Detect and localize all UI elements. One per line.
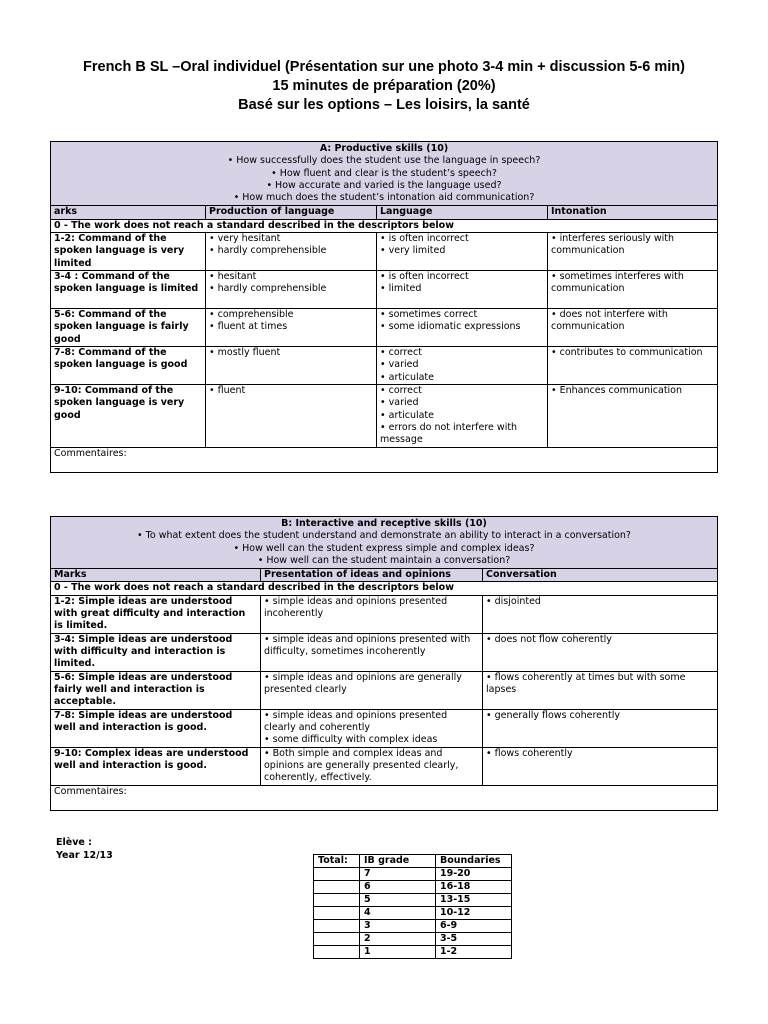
mark-band: 1-2: Simple ideas are understood with great difficulty and interaction is limited. [51,595,261,633]
descriptor-bullet: • articulate [380,371,434,383]
mark-band: 5-6: Simple ideas are understood fairly well and interaction is acceptable. [51,671,261,709]
descriptor-cell [206,309,377,347]
descriptor-cell [206,233,377,271]
total-cell[interactable] [314,894,360,907]
descriptor-bullet: • hardly comprehensible [209,245,327,257]
descriptor-bullet: • hardly comprehensible [209,283,327,295]
column-header-production: Production of language [206,206,377,219]
descriptor-bullet: • hesitant [209,271,257,283]
descriptor-bullet: • varied [380,397,419,409]
grade-cell: 2 [360,933,436,946]
criterion-b-question: • How well can the student express simple and complex ideas? [233,542,535,554]
comments-field[interactable]: Commentaires: [51,448,718,473]
descriptor-bullet: • limited [380,283,422,295]
descriptor-bullet: • does not flow coherently [486,633,612,645]
mark-band: 3-4: Simple ideas are understood with difficulty and interaction is limited. [51,633,261,671]
descriptor-bullet: • varied [380,359,419,371]
mark-band: 9-10: Complex ideas are understood well and interaction is good. [51,747,261,785]
table-row [51,347,718,385]
descriptor-cell [548,385,718,448]
descriptor-cell [377,347,548,385]
descriptor-bullet: • is often incorrect [380,271,469,283]
grade-row [314,907,512,920]
grade-row [314,946,512,959]
descriptor-bullet: • Both simple and complex ideas and opinions are generally presented clearly, coherently, effectively. [264,747,459,784]
criterion-a-question: • How much does the student’s intonation aid communication? [233,192,535,204]
criterion-a-header [51,142,718,206]
table-row [51,595,718,633]
descriptor-bullet: • mostly fluent [209,347,281,359]
boundary-cell: 13-15 [436,894,512,907]
grade-row [314,933,512,946]
mark-band: 3-4 : Command of the spoken language is limited [51,271,206,309]
title-line-3: Basé sur les options – Les loisirs, la santé [238,97,530,113]
descriptor-cell [548,271,718,309]
descriptor-bullet: • errors do not interfere with message [380,421,518,446]
mark-band: 7-8: Simple ideas are understood well and interaction is good. [51,709,261,747]
grade-cell: 4 [360,907,436,920]
descriptor-cell [377,309,548,347]
descriptor-cell [483,671,718,709]
table-row [51,709,718,747]
descriptor-cell [206,271,377,309]
criterion-a-question: • How fluent and clear is the student’s speech? [271,167,497,179]
criterion-a-title: A: Productive skills (10) [319,143,449,154]
boundary-cell: 6-9 [436,920,512,933]
criterion-b-title: B: Interactive and receptive skills (10) [281,518,487,529]
criterion-b-header [51,517,718,569]
rubric-table-productive-skills [50,141,718,473]
descriptor-bullet: • some idiomatic expressions [380,321,521,333]
boundary-cell: 10-12 [436,907,512,920]
table-row [51,385,718,448]
descriptor-bullet: • does not interfere with communication [551,309,668,333]
grade-row [314,881,512,894]
table-row [51,271,718,309]
descriptor-bullet: • some difficulty with complex ideas [264,734,438,746]
grade-header-row [314,855,512,868]
mark-band: 7-8: Command of the spoken language is good [51,347,206,385]
descriptor-cell [377,233,548,271]
mark-band: 1-2: Command of the spoken language is very limited [51,233,206,271]
column-header-intonation: Intonation [548,206,718,219]
page-title [0,58,768,115]
grade-row [314,920,512,933]
grade-row [314,868,512,881]
descriptor-cell [261,595,483,633]
table-row [51,233,718,271]
column-header-marks: arks [51,206,206,219]
student-info [56,836,113,862]
descriptor-bullet: • fluent [209,385,246,397]
descriptor-bullet: • correct [380,347,422,359]
student-name-label[interactable]: Elève : [56,837,92,848]
zero-descriptor: 0 - The work does not reach a standard described in the descriptors below [51,219,718,232]
descriptor-bullet: • contributes to communication [551,347,703,359]
descriptor-bullet: • articulate [380,409,434,421]
zero-descriptor: 0 - The work does not reach a standard described in the descriptors below [51,582,718,595]
descriptor-cell [261,747,483,785]
year-label: Year 12/13 [56,850,113,861]
descriptor-bullet: • simple ideas and opinions presented with difficulty, sometimes incoherently [264,633,471,658]
descriptor-bullet: • comprehensible [209,309,294,321]
boundary-cell: 16-18 [436,881,512,894]
grade-boundaries-table [313,854,512,959]
boundary-cell: 1-2 [436,946,512,959]
rubric-table-interactive-skills [50,516,718,811]
descriptor-bullet: • flows coherently [486,747,573,759]
table-row [51,747,718,785]
column-header-conversation: Conversation [483,569,718,582]
descriptor-cell [548,233,718,271]
descriptor-cell [548,309,718,347]
grade-cell: 1 [360,946,436,959]
table-row [51,309,718,347]
table-row [51,633,718,671]
column-header-language: Language [377,206,548,219]
ib-grade-header: IB grade [360,855,436,868]
descriptor-cell [261,709,483,747]
grade-cell: 3 [360,920,436,933]
boundaries-header: Boundaries [436,855,512,868]
total-cell[interactable] [314,907,360,920]
descriptor-cell [377,271,548,309]
column-header-marks: Marks [51,569,261,582]
descriptor-bullet: • fluent at times [209,321,288,333]
descriptor-cell [483,595,718,633]
descriptor-bullet: • simple ideas and opinions are generally presented clearly [264,671,462,696]
criterion-b-question: • To what extent does the student understand and demonstrate an ability to interact in a conversation? [137,530,631,542]
descriptor-bullet: • very hesitant [209,233,281,245]
descriptor-bullet: • correct [380,385,422,397]
descriptor-bullet: • sometimes interferes with communication [551,271,684,295]
descriptor-bullet: • interferes seriously with communication [551,233,675,257]
descriptor-bullet: • Enhances communication [551,385,683,397]
descriptor-cell [483,709,718,747]
comments-field[interactable]: Commentaires: [51,785,718,810]
total-cell[interactable] [314,946,360,959]
descriptor-cell [483,747,718,785]
mark-band: 9-10: Command of the spoken language is very good [51,385,206,448]
descriptor-bullet: • generally flows coherently [486,709,620,721]
total-cell[interactable] [314,881,360,894]
descriptor-cell [548,347,718,385]
grade-row [314,894,512,907]
criterion-b-question: • How well can the student maintain a conversation? [257,554,511,566]
total-cell[interactable] [314,933,360,946]
descriptor-cell [261,671,483,709]
descriptor-cell [377,385,548,448]
grade-cell: 6 [360,881,436,894]
grade-cell: 7 [360,868,436,881]
descriptor-cell [206,347,377,385]
grade-cell: 5 [360,894,436,907]
total-header: Total: [314,855,360,868]
descriptor-bullet: • sometimes correct [380,309,478,321]
column-header-row [51,569,718,582]
boundary-cell: 19-20 [436,868,512,881]
title-line-2: 15 minutes de préparation (20%) [272,78,496,94]
descriptor-bullet: • flows coherently at times but with some lapses [486,671,686,696]
descriptor-cell [206,385,377,448]
descriptor-cell [261,633,483,671]
total-cell[interactable] [314,920,360,933]
mark-band: 5-6: Command of the spoken language is fairly good [51,309,206,347]
criterion-a-question: • How successfully does the student use the language in speech? [227,155,541,167]
criterion-a-question: • How accurate and varied is the language used? [266,179,502,191]
table-row [51,671,718,709]
column-header-row [51,206,718,219]
column-header-presentation: Presentation of ideas and opinions [261,569,483,582]
descriptor-bullet: • is often incorrect [380,233,469,245]
descriptor-bullet: • simple ideas and opinions presented clearly and coherently [264,709,448,734]
boundary-cell: 3-5 [436,933,512,946]
descriptor-bullet: • simple ideas and opinions presented incoherently [264,595,448,620]
descriptor-bullet: • disjointed [486,595,541,607]
total-cell[interactable] [314,868,360,881]
descriptor-bullet: • very limited [380,245,446,257]
descriptor-cell [483,633,718,671]
title-line-1: French B SL –Oral individuel (Présentation sur une photo 3-4 min + discussion 5-6 min) [83,59,685,75]
